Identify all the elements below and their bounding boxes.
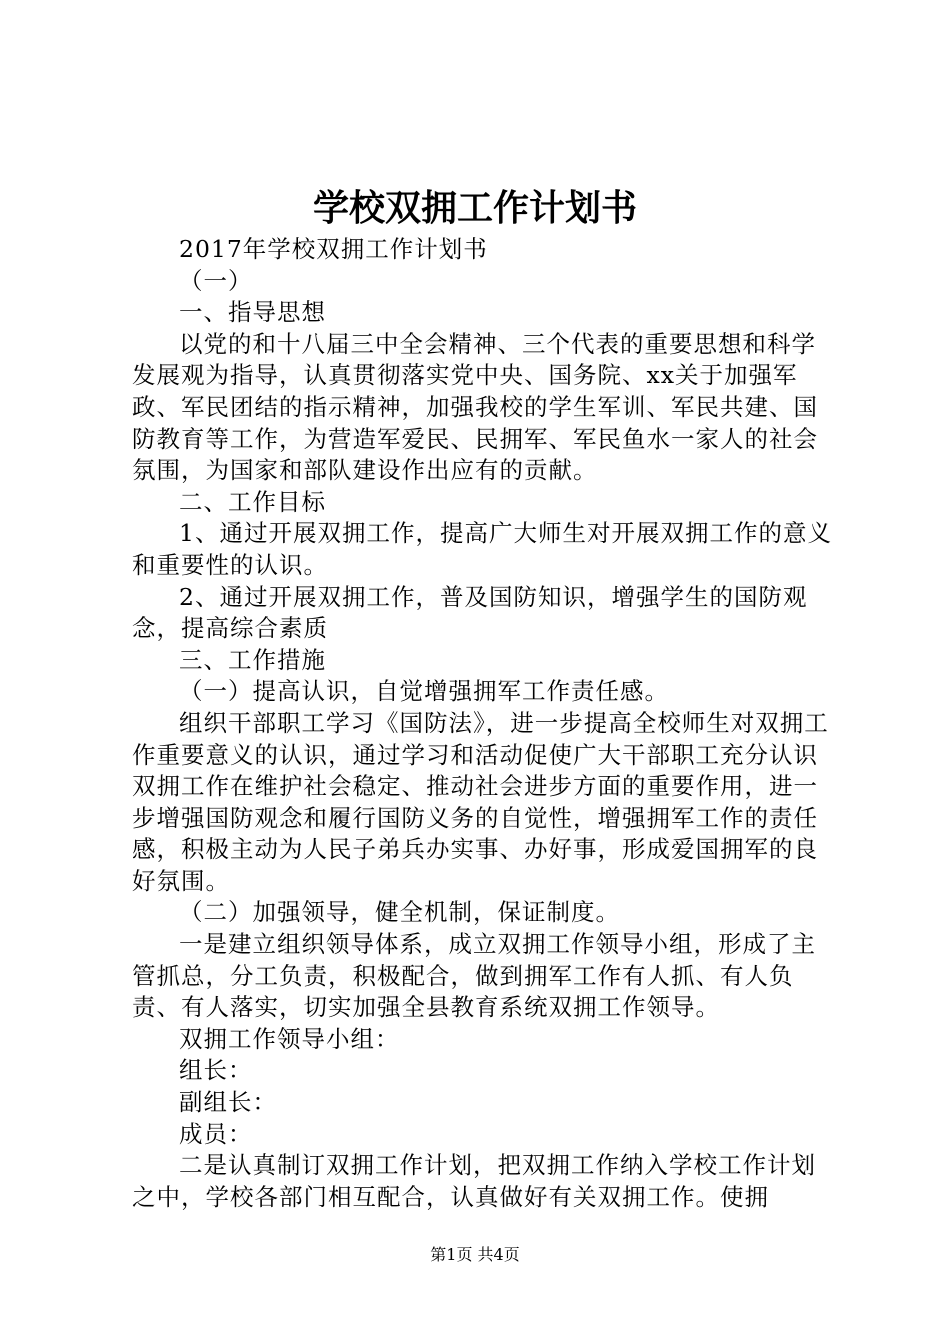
section-heading-work-measures: 三、工作措施	[179, 645, 326, 674]
section-heading-guiding-ideology: 一、指导思想	[179, 298, 326, 327]
paragraph-goal-2: 2、通过开展双拥工作，普及国防知识，增强学生的国防观念，提高综合素质	[132, 582, 808, 643]
group-leader-label: 组长：	[179, 1056, 253, 1085]
page-title: 学校双拥工作计划书	[312, 187, 637, 229]
subsection-heading-raise-awareness: （一）提高认识，自觉增强拥军工作责任感。	[179, 677, 669, 706]
subtitle-paragraph: 2017年学校双拥工作计划书	[179, 235, 488, 263]
paragraph-leadership-system: 一是建立组织领导体系，成立双拥工作领导小组，形成了主管抓总，分工负责，积极配合，做到拥军工作有人抓、有人负责、有人落实，切实加强全县教育系统双拥工作领导。	[132, 930, 816, 1022]
part-number: （一）	[179, 266, 253, 295]
page-footer: 第1页 共4页	[430, 1245, 520, 1264]
section-heading-work-goals: 二、工作目标	[179, 487, 326, 516]
document-body	[132, 234, 832, 1213]
members-label: 成员：	[179, 1119, 253, 1148]
paragraph-work-plan: 二是认真制订双拥工作计划，把双拥工作纳入学校工作计划之中，学校各部门相互配合，认真做好有关双拥工作。使拥	[132, 1151, 816, 1211]
deputy-leader-label: 副组长：	[179, 1088, 277, 1117]
subsection-heading-strengthen-leadership: （二）加强领导，健全机制，保证制度。	[179, 898, 620, 927]
paragraph-goal-1: 1、通过开展双拥工作，提高广大师生对开展双拥工作的意义和重要性的认识。	[132, 519, 832, 579]
paragraph-guiding-ideology: 以党的和十八届三中全会精神、三个代表的重要思想和科学发展观为指导，认真贯彻落实党中央、国务院、xx关于加强军政、军民团结的指示精神，加强我校的学生军训、军民共建、国防教育等工作，为营造军爱民、民拥军、军民鱼水一家人的社会氛围，为国家和部队建设作出应有的贡献。	[132, 329, 818, 485]
leadership-group-label: 双拥工作领导小组：	[179, 1024, 400, 1053]
paragraph-raise-awareness: 组织干部职工学习《国防法》，进一步提高全校师生对双拥工作重要意义的认识，通过学习和活动促使广大干部职工充分认识双拥工作在维护社会稳定、推动社会进步方面的重要作用，进一步增强国防观念和履行国防义务的自觉性，增强拥军工作的责任感，积极主动为人民子弟兵办实事、办好事，形成爱国拥军的良好氛围。	[132, 708, 829, 895]
